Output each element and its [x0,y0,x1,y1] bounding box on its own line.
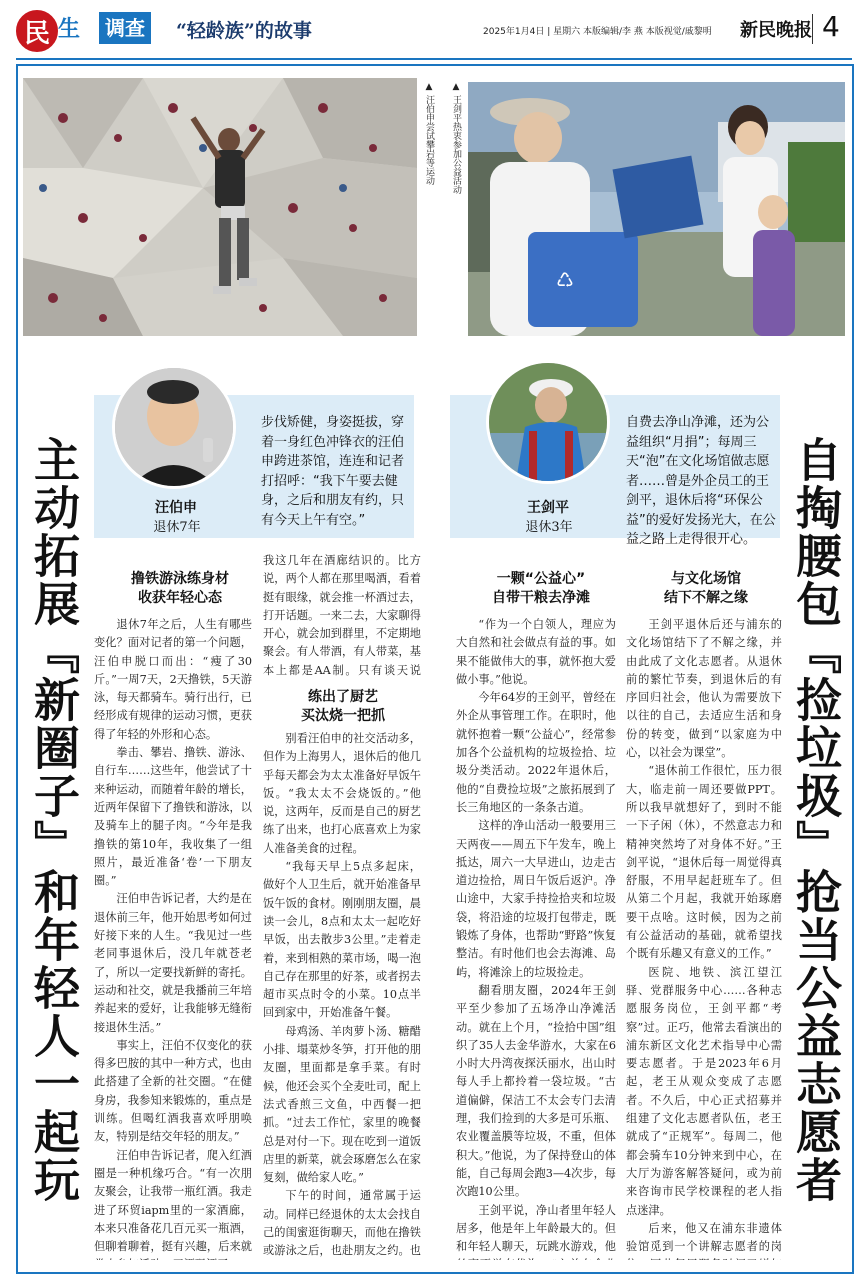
article-column-1 [94,616,252,1260]
article-column-2a [263,552,421,680]
section-logo-badge: 民 [16,10,58,52]
profile-retired-right: 退休3年 [525,520,573,535]
article-column-2b [263,730,421,1260]
paragraph: 母鸡汤、羊肉萝卜汤、糖醋小排、塌菜炒冬笋，打开他的朋友圈，里面都是拿手菜。有时候，他还会买个全麦吐司，配上法式香煎三文鱼，中西餐一把抓。“过去工作忙，家里的晚餐总是对付一下。现在吃到一道饭店里的新菜，就会琢磨怎么在家复刻，做给家人吃。” [263,1024,421,1185]
profile-name-right: 王剑平 [527,500,569,516]
paragraph: 别看汪伯申的社交活动多，但作为上海男人，退休后的他几乎每天都会为太太准备好早饭午饭。“我太太不会烧饭的。”他说，这两年，反而是自己的厨艺练了出来，也打心底喜欢上为家人准备美食的过程。 [263,732,421,855]
section-logo-text: 生 [58,17,81,42]
left-photo-caption: ▲ 汪伯申尝试攀岩等运动 [424,82,434,185]
header-divider [812,14,813,44]
paragraph: 我这几年在酒廊结识的。比方说，两个人都在那里喝酒，看着挺有眼缘，就会推一杯酒过去，打开话题。一来二去，大家聊得开心，就会加到群里，不定期地聚会。有人带酒，有人带菜，基本上都是AA制。只有谈天说 [263,554,421,677]
subhead-charity: 一颗“公益心” 自带干粮去净滩 [492,571,590,606]
paragraph: “我每天早上5点多起床，做好个人卫生后，就开始准备早饭午饭的食材。刚刚朋友圈，晨读一会儿，8点和太太一起吃好早饭，出去散步3公里。”走着走着，来到相熟的菜市场，喝一泡自己存在那里的好茶，或者拐去超市买点时令的小菜。10点半回到家中，开始准备午餐。 [263,860,421,1020]
paragraph: 汪伯申告诉记者，爬入红酒圈是一种机缘巧合。“有一次朋友聚会，让我带一瓶红酒。我走进了环贸iapm里的一家酒廊，本来只准备花几百元买一瓶酒，但聊着聊着，挺有兴趣，后来就 [94,1148,252,1254]
profile-quote-right: 自费去净山净滩，还为公益组织“月捐”；每周三天“泡”在文化场馆做志愿者……曾是外企员工的王剑平，退休后将“环保公益”的爱好发扬光大，在公益之路上走得很开心。 [626,415,776,547]
paper-name: 新民晚报 [740,20,812,41]
paragraph: 王剑平退休后还与浦东的文化场馆结下了不解之缘，并由此成了文化志愿者。从退休前的繁忙节奏，到退休后的有序回归社会，他认为需要放下以往的自己，去适应生活和身份的转变，做到“以家庭为中心，以社会为课堂”。 [626,618,782,760]
article-column-4 [626,616,782,1260]
paragraph: 这样的净山活动一般要用三天两夜——周五下午发车，晚上抵达，周六一大早进山，边走古道边捡拾，周日午饭后返沪。净山途中，大家手持捡拾夹和垃圾袋，将沿途的垃圾打包带走，既锻炼了身体，也帮助“野路”恢复整洁。有时他们也会去海滩、岛屿，将滩涂上的垃圾捡走。 [456,819,616,979]
svg-text:♺: ♺ [556,268,574,292]
page-number: 4 [822,10,840,43]
paragraph: 退休7年之后，人生有哪些变化？面对记者的第一个问题，汪伯申脱口而出：“瘦了30斤。”一周7天，2天撸铁，5天游泳，每天都骑车。骑行出行，已经形成有规律的运动习惯，更获得了年轻的外形和心态。 [94,618,252,741]
page-header [0,0,865,62]
headline-left: 主动拓展『新圈子』和年轻人一起玩 [27,436,81,1204]
issue-meta: 2025年1月4日 | 星期六 本版编辑/李 燕 本版视觉/戚黎明 [483,27,712,37]
paragraph: “退休前工作很忙，压力很大，临走前一周还要做PPT。所以我早就想好了，到时不能一下子闲（休），不然意志力和精神突然垮了对身体不好。”王剑平说，“退休后每一周觉得真舒服，不用早起赶班车了。但从第二个月起，我就开始琢磨要干点啥。这时候，因为之前有公益活动的基础，就希望找个既有乐趣又有意义的工作。” [626,764,782,961]
paragraph: 汪伯申告诉记者，大约是在退休前三年，他开始思考如何过好接下来的人生。“我见过一些老同事退休后，没几年就苍老了，所以一定要找新鲜的寄托。运动和社交，就是我播前三年培养起来的爱好，让我能够无缝衔接退休生活。” [94,892,252,1034]
paragraph: 拳击、攀岩、撸铁、游泳、自行车……这些年，他尝试了十来种运动，而随着年龄的增长，近两年保留下了撸铁和游泳，以及骑车上的腿子肉。“今年是我撸铁的第10年，我收集了一组照片，最近准备‘卷’一下朋友圈。” [94,746,252,888]
paragraph: “作为一个白领人，理应为大自然和社会做点有益的事。如果不能做伟大的事，就怀抱大爱做小事。”他说。 [456,618,616,686]
paragraph: 事实上，汪伯不仅变化的获得多巴胺的其中一种方式，也由此搭建了全新的社交圈。“在健身房，我参知来锻炼的，重点是训练。但喝红酒我喜欢呼朋唤友，特别是结交年轻的朋友。” [94,1038,252,1144]
paragraph: 翻看朋友圈，2024年王剑平至少参加了五场净山净滩活动。就在上个月，“捡拾中国”组织了35人去金华游水，大家在6小时大丹湾夜探沃丽水，出山时每人手上都拎着一袋垃圾。“古道偏僻，保洁工不太会专门去清理，我们捡到的大多是可乐瓶、农业覆盖膜等垃圾，不重，但体积大。”他说，为了保持登山的体能，自己每周会跑3—4次步，每次跑10公里。 [456,983,616,1199]
paragraph: 下午的时间，通常属于运动。同样已经退休的太太会找自己的闺蜜逛街聊天，而他在撸铁或游泳之后，也赴朋友之约。也 [263,1189,421,1258]
volunteer-photo [468,82,845,336]
profile-retired-left: 退休7年 [153,520,201,535]
paragraph: 今年64岁的王剑平，曾经在外企从事管理工作。在职时，他就怀抱着一颗“公益心”，经常参加各个公益机构的垃圾捡拾、垃圾分类活动。2022年退休后，他的“自费捡垃圾”之旅拓展到了长三角地区的一条条古道。 [456,691,616,814]
subhead-culture: 与文化场馆 结下不解之缘 [664,571,748,606]
subhead-cooking: 练出了厨艺 买汰烧一把抓 [301,689,385,724]
paragraph: 医院、地铁、滨江望江驿、党群服务中心……各种志愿服务岗位，王剑平都“考察”过。正巧，他常去看演出的浦东新区文化艺术指导中心需要志愿者。于是2023年6月起，老王从观众变成了志愿者。不久后，中心正式招募并组建了文化志愿者队伍，老王就成了“正规军”。每周二，他都会骑车10分钟来到中心，在大厅为游客解答疑问，或为前来咨询市民学校课程的老人指点迷津。 [626,965,782,1217]
paragraph: 后来，他又在浦东非遗体验馆觅到一个讲解志愿者的岗 [626,1221,782,1254]
right-photo-caption: ▲ 王剑平热衷参加公益活动 [451,82,461,194]
paragraph: 王剑平说，净山者里年轻人居多，他是年上年龄最大的。但和年轻人聊天，玩跳水游戏，他 [456,1203,616,1254]
subhead-fitness: 撸铁游泳练身材 收获年轻心态 [131,571,229,606]
article-column-3 [456,616,616,1260]
avatar-wang-boshen [112,365,236,489]
climbing-photo [23,78,417,336]
profile-quote-left: 步伐矫健，身姿挺拔，穿着一身红色冲锋衣的汪伯申跨进茶馆，连连和记者打招呼：“我下午要去健身，之后和朋友有约，只有今天上午有空。” [261,415,405,528]
section-label: 调查 [99,12,151,44]
profile-name-left: 汪伯申 [155,500,197,516]
avatar-wang-jianping [486,360,610,484]
section-title: “轻龄族”的故事 [176,20,312,42]
header-rule [16,58,852,60]
headline-right: 自掏腰包『捡垃圾』抢当公益志愿者 [789,436,843,1204]
